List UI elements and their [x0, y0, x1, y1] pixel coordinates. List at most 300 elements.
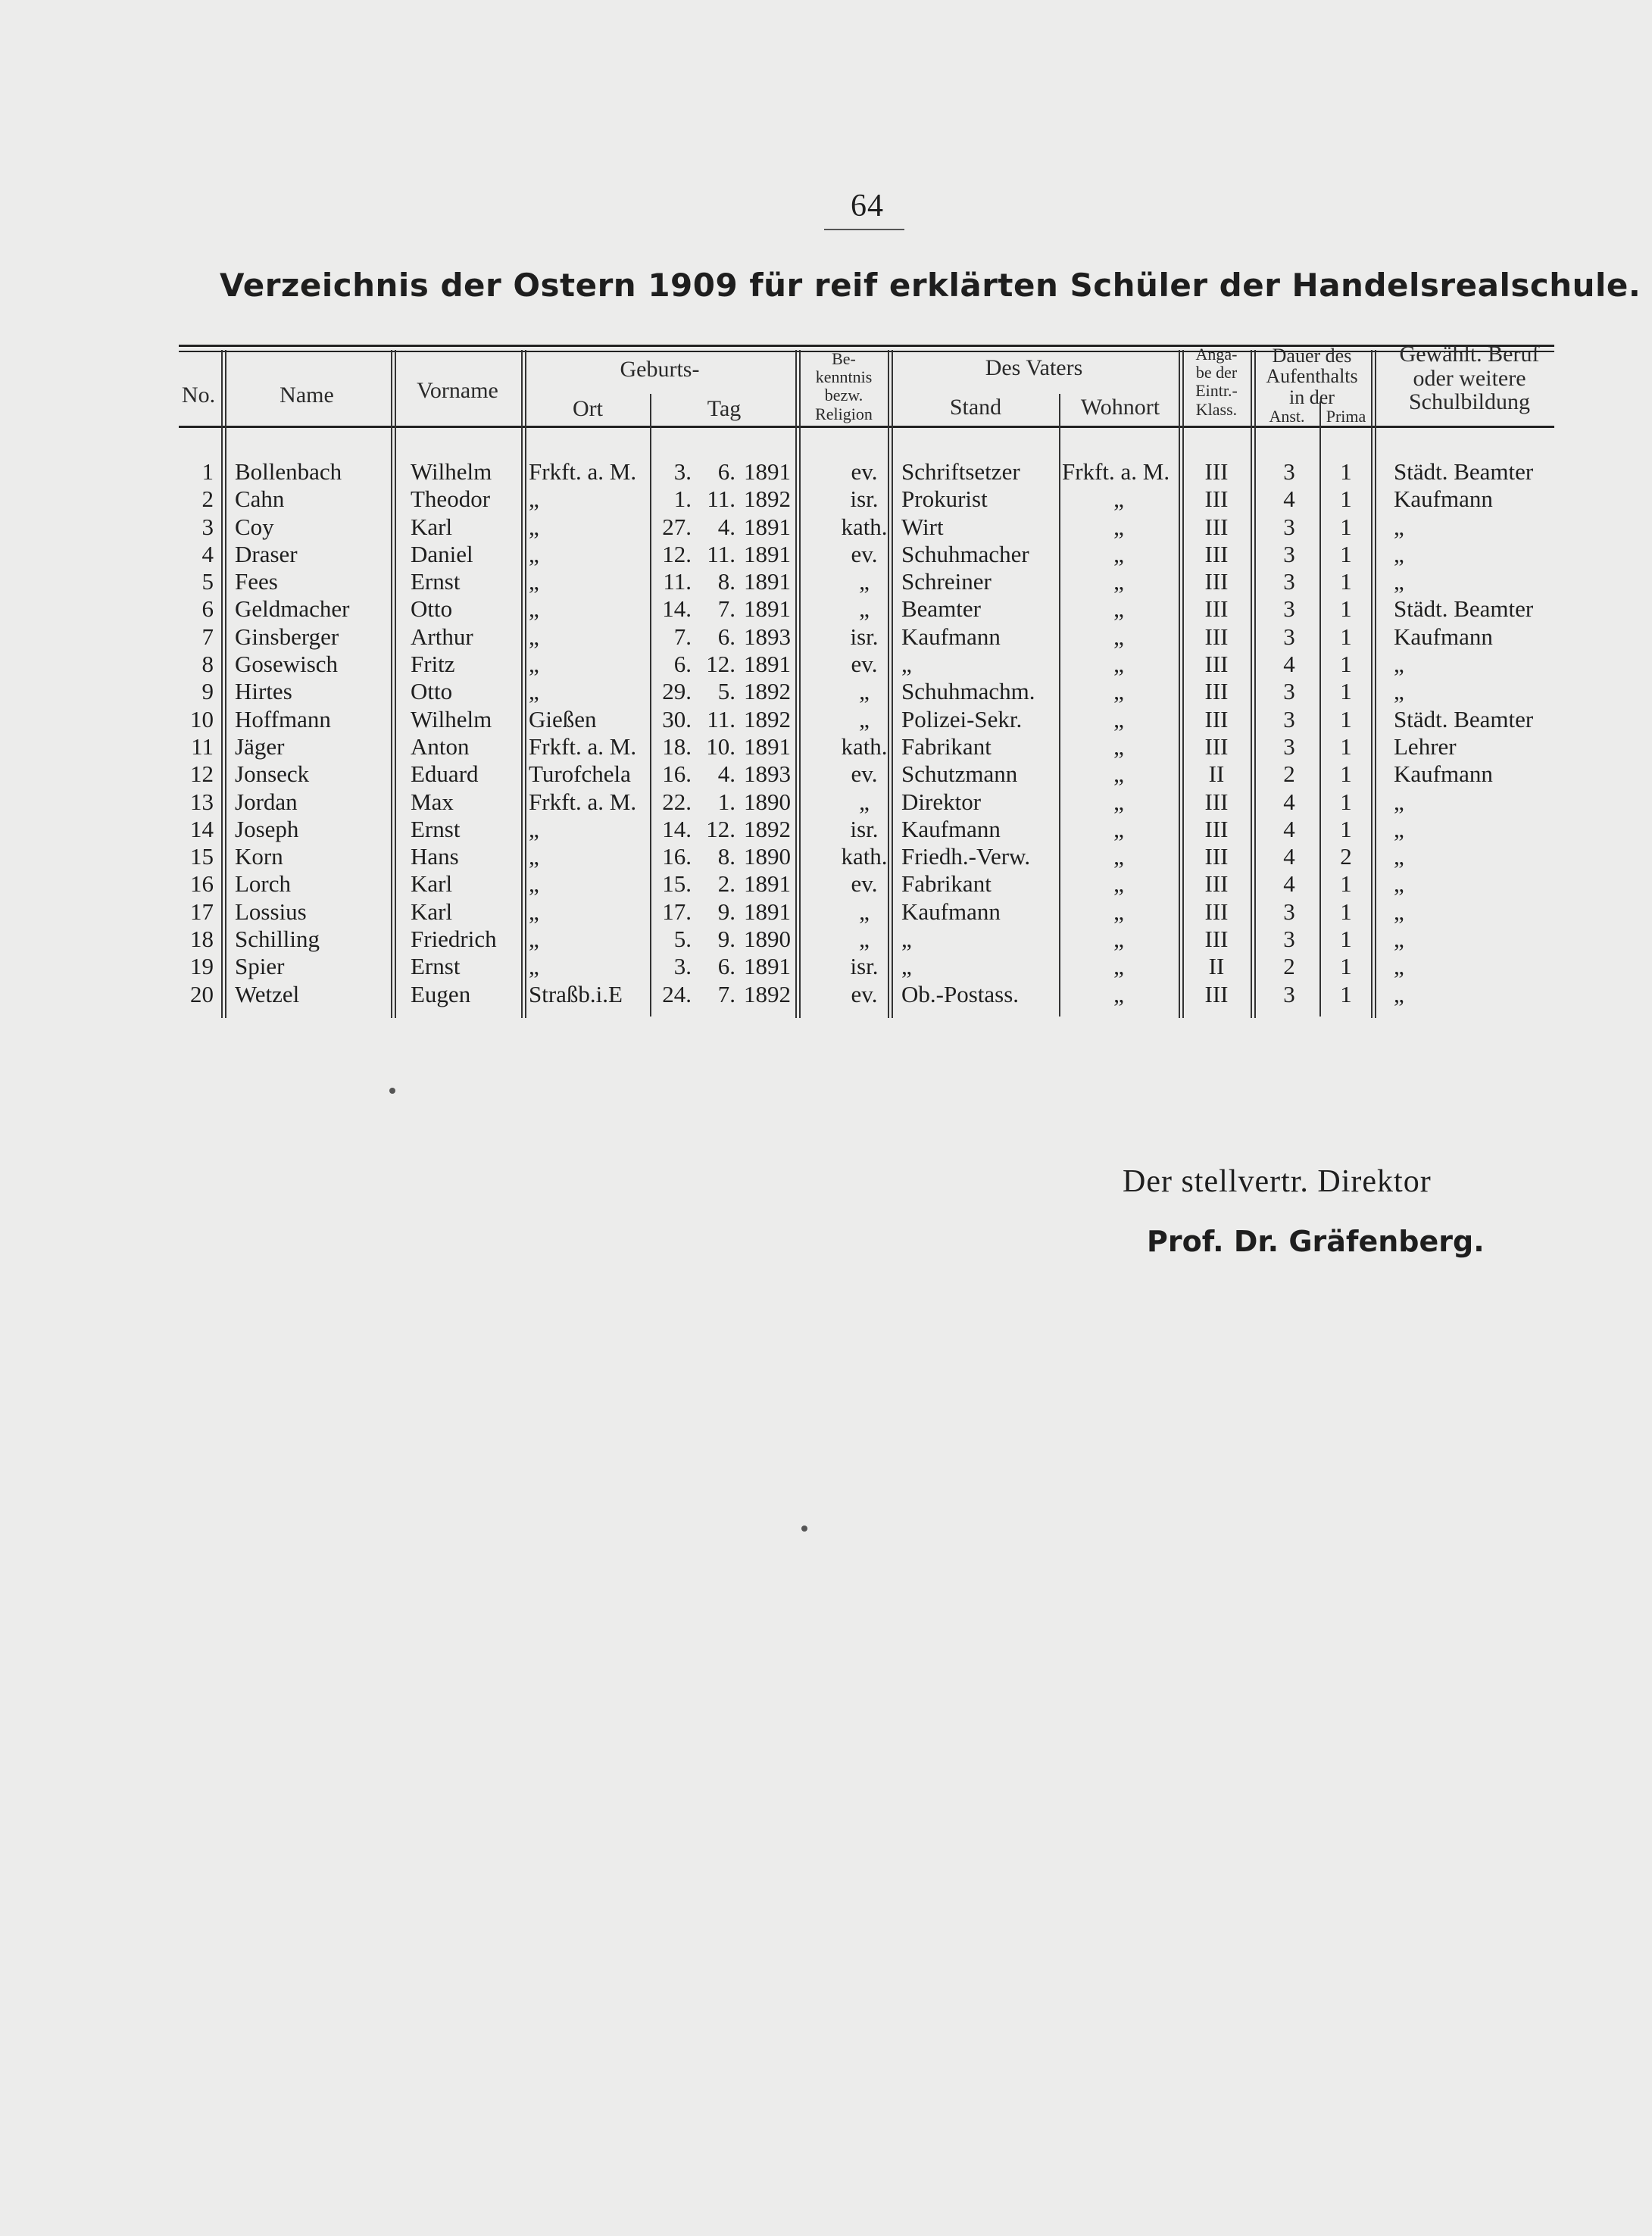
cell-name: Jordan: [235, 788, 298, 815]
table-row: [0, 981, 1652, 1008]
cell-ort: „: [529, 870, 539, 898]
table-row: [0, 760, 1652, 788]
table-row: [0, 541, 1652, 568]
cell-anst: 3: [1283, 513, 1295, 540]
cell-name: Korn: [235, 843, 283, 870]
cell-month: 6.: [717, 953, 735, 980]
cell-year: 1893: [744, 760, 791, 788]
cell-klasse: III: [1204, 458, 1229, 485]
cell-name: Draser: [235, 540, 298, 567]
cell-month: 1.: [717, 788, 735, 815]
cell-religion: „: [859, 568, 870, 595]
cell-wohnort: „: [1113, 568, 1124, 595]
table-row: [0, 706, 1652, 733]
cell-religion: „: [859, 595, 870, 623]
cell-klasse: III: [1204, 486, 1229, 513]
cell-stand: Beamter: [901, 595, 982, 623]
cell-name: Lorch: [235, 870, 292, 898]
header-dauer-line1: Dauer des: [1272, 345, 1352, 367]
cell-anst: 2: [1283, 760, 1295, 788]
cell-ort: Frkft. a. M.: [529, 458, 637, 485]
table-header-rule: [179, 426, 1554, 428]
cell-vorname: Max: [411, 788, 454, 815]
cell-stand: „: [901, 651, 912, 678]
cell-ort: „: [529, 568, 539, 595]
cell-year: 1891: [744, 568, 791, 595]
header-beruf-line3: Schulbildung: [1408, 389, 1530, 414]
cell-day: 17.: [662, 898, 692, 925]
cell-beruf: „: [1394, 678, 1404, 705]
cell-prima: 1: [1340, 623, 1352, 650]
cell-prima: 1: [1340, 870, 1352, 898]
cell-stand: Fabrikant: [901, 870, 992, 898]
cell-stand: Kaufmann: [901, 623, 1001, 650]
cell-ort: „: [529, 623, 539, 650]
cell-anst: 3: [1283, 540, 1295, 567]
cell-wohnort: „: [1113, 898, 1124, 925]
cell-prima: 1: [1340, 898, 1352, 925]
cell-ort: „: [529, 926, 539, 953]
table-row: [0, 623, 1652, 651]
cell-day: 3.: [673, 458, 692, 485]
table-row: [0, 678, 1652, 705]
cell-beruf: „: [1394, 926, 1404, 953]
cell-no: 7: [201, 623, 214, 650]
cell-month: 4.: [717, 760, 735, 788]
cell-no: 12: [190, 760, 214, 788]
cell-month: 2.: [717, 870, 735, 898]
cell-klasse: III: [1204, 651, 1229, 678]
header-vorname: Vorname: [417, 378, 498, 403]
cell-anst: 2: [1283, 953, 1295, 980]
cell-prima: 1: [1340, 595, 1352, 623]
cell-no: 9: [201, 678, 214, 705]
cell-religion: „: [859, 926, 870, 953]
cell-month: 12.: [706, 651, 735, 678]
cell-prima: 1: [1340, 815, 1352, 842]
cell-day: 14.: [662, 815, 692, 842]
table-row: [0, 458, 1652, 486]
cell-prima: 1: [1340, 953, 1352, 980]
cell-anst: 3: [1283, 568, 1295, 595]
cell-religion: ev.: [851, 760, 878, 788]
cell-klasse: III: [1204, 568, 1229, 595]
cell-vorname: Hans: [411, 843, 459, 870]
cell-beruf: Kaufmann: [1394, 760, 1493, 788]
cell-klasse: III: [1204, 623, 1229, 650]
cell-no: 20: [190, 980, 214, 1007]
cell-klasse: III: [1204, 788, 1229, 815]
cell-religion: ev.: [851, 540, 878, 567]
cell-wohnort: „: [1113, 678, 1124, 705]
cell-name: Cahn: [235, 486, 285, 513]
table-row: [0, 898, 1652, 926]
header-angabe-line2: be der: [1195, 363, 1238, 383]
cell-name: Joseph: [235, 815, 299, 842]
cell-anst: 3: [1283, 732, 1295, 760]
cell-ort: „: [529, 486, 539, 513]
cell-day: 18.: [662, 732, 692, 760]
header-beruf-line2: oder weitere: [1413, 365, 1526, 391]
cell-month: 7.: [717, 980, 735, 1007]
cell-month: 11.: [707, 486, 735, 513]
cell-vorname: Ernst: [411, 953, 461, 980]
table-row: [0, 651, 1652, 678]
cell-year: 1892: [744, 705, 791, 732]
cell-stand: Schuhmacher: [901, 540, 1029, 567]
cell-no: 3: [201, 513, 214, 540]
cell-prima: 1: [1340, 705, 1352, 732]
cell-anst: 3: [1283, 678, 1295, 705]
cell-stand: Prokurist: [901, 486, 988, 513]
cell-klasse: III: [1204, 870, 1229, 898]
cell-ort: „: [529, 843, 539, 870]
cell-name: Hoffmann: [235, 705, 331, 732]
cell-wohnort: „: [1113, 486, 1124, 513]
cell-anst: 4: [1283, 815, 1295, 842]
cell-day: 16.: [662, 843, 692, 870]
cell-stand: Fabrikant: [901, 732, 992, 760]
header-ort: Ort: [573, 396, 603, 421]
cell-wohnort: „: [1113, 595, 1124, 623]
cell-prima: 1: [1340, 458, 1352, 485]
cell-ort: „: [529, 678, 539, 705]
cell-vorname: Theodor: [411, 486, 491, 513]
cell-no: 2: [201, 486, 214, 513]
cell-klasse: III: [1204, 815, 1229, 842]
cell-name: Spier: [235, 953, 285, 980]
cell-ort: Frkft. a. M.: [529, 732, 637, 760]
cell-wohnort: Frkft. a. M.: [1062, 458, 1170, 485]
cell-beruf: „: [1394, 540, 1404, 567]
cell-prima: 1: [1340, 486, 1352, 513]
cell-day: 16.: [662, 760, 692, 788]
cell-no: 4: [201, 540, 214, 567]
cell-vorname: Fritz: [411, 651, 455, 678]
cell-stand: Kaufmann: [901, 898, 1001, 925]
cell-religion: kath.: [841, 513, 888, 540]
cell-month: 6.: [717, 458, 735, 485]
cell-year: 1891: [744, 953, 791, 980]
cell-wohnort: „: [1113, 732, 1124, 760]
cell-name: Coy: [235, 513, 274, 540]
header-name: Name: [279, 383, 334, 408]
cell-religion: „: [859, 898, 870, 925]
cell-no: 19: [190, 953, 214, 980]
cell-day: 29.: [662, 678, 692, 705]
cell-no: 1: [201, 458, 214, 485]
cell-vorname: Otto: [411, 678, 453, 705]
cell-anst: 4: [1283, 486, 1295, 513]
cell-year: 1892: [744, 678, 791, 705]
page-number: 64: [851, 189, 884, 223]
cell-klasse: III: [1204, 513, 1229, 540]
header-des-vaters: Des Vaters: [985, 355, 1083, 380]
cell-month: 11.: [707, 705, 735, 732]
cell-name: Ginsberger: [235, 623, 339, 650]
cell-vorname: Eugen: [411, 980, 471, 1007]
cell-month: 9.: [717, 926, 735, 953]
cell-vorname: Otto: [411, 595, 453, 623]
header-geburts: Geburts-: [620, 357, 700, 382]
cell-ort: „: [529, 595, 539, 623]
cell-anst: 4: [1283, 651, 1295, 678]
cell-stand: Schuhmachm.: [901, 678, 1035, 705]
cell-no: 5: [201, 568, 214, 595]
cell-day: 15.: [662, 870, 692, 898]
cell-wohnort: „: [1113, 953, 1124, 980]
cell-anst: 3: [1283, 623, 1295, 650]
cell-year: 1892: [744, 980, 791, 1007]
cell-vorname: Karl: [411, 870, 453, 898]
cell-day: 3.: [673, 953, 692, 980]
cell-stand: Polizei-Sekr.: [901, 705, 1023, 732]
cell-month: 5.: [717, 678, 735, 705]
cell-month: 4.: [717, 513, 735, 540]
cell-ort: „: [529, 898, 539, 925]
cell-anst: 3: [1283, 980, 1295, 1007]
cell-stand: Ob.-Postass.: [901, 980, 1020, 1007]
header-bekenntnis: [801, 350, 886, 423]
cell-ort: Gießen: [529, 705, 597, 732]
cell-no: 16: [190, 870, 214, 898]
header-angabe-line1: Anga-: [1195, 345, 1238, 364]
cell-anst: 4: [1283, 843, 1295, 870]
cell-religion: ev.: [851, 870, 878, 898]
cell-beruf: „: [1394, 843, 1404, 870]
cell-name: Gosewisch: [235, 651, 339, 678]
cell-prima: 1: [1340, 788, 1352, 815]
cell-year: 1891: [744, 870, 791, 898]
cell-day: 5.: [673, 926, 692, 953]
cell-wohnort: „: [1113, 760, 1124, 788]
cell-religion: isr.: [850, 623, 879, 650]
cell-month: 8.: [717, 568, 735, 595]
cell-anst: 3: [1283, 705, 1295, 732]
document-title: Verzeichnis der Ostern 1909 für reif erklärten Schüler der Handelsrealschule.: [220, 267, 1641, 304]
cell-year: 1893: [744, 623, 791, 650]
cell-no: 14: [190, 815, 214, 842]
cell-vorname: Karl: [411, 513, 453, 540]
cell-stand: Friedh.-Verw.: [901, 843, 1031, 870]
cell-prima: 1: [1340, 540, 1352, 567]
cell-beruf: „: [1394, 788, 1404, 815]
cell-wohnort: „: [1113, 705, 1124, 732]
signature-name: Prof. Dr. Gräfenberg.: [1147, 1225, 1485, 1258]
cell-year: 1891: [744, 732, 791, 760]
cell-wohnort: „: [1113, 815, 1124, 842]
student-table-body: [0, 458, 1652, 1008]
header-angabe: [1183, 345, 1250, 419]
cell-religion: „: [859, 788, 870, 815]
cell-month: 8.: [717, 843, 735, 870]
cell-year: 1891: [744, 540, 791, 567]
page-number-rule: [824, 229, 904, 230]
cell-no: 18: [190, 926, 214, 953]
cell-prima: 1: [1340, 651, 1352, 678]
cell-klasse: III: [1204, 705, 1229, 732]
header-dauer: [1254, 345, 1369, 408]
cell-name: Jonseck: [235, 760, 310, 788]
cell-year: 1891: [744, 651, 791, 678]
cell-ort: „: [529, 815, 539, 842]
cell-anst: 3: [1283, 898, 1295, 925]
cell-stand: Schutzmann: [901, 760, 1018, 788]
cell-religion: kath.: [841, 843, 888, 870]
cell-beruf: „: [1394, 870, 1404, 898]
table-row: [0, 595, 1652, 623]
cell-beruf: Kaufmann: [1394, 623, 1493, 650]
cell-year: 1890: [744, 843, 791, 870]
cell-prima: 1: [1340, 980, 1352, 1007]
cell-ort: Frkft. a. M.: [529, 788, 637, 815]
cell-no: 11: [191, 732, 214, 760]
cell-klasse: III: [1204, 898, 1229, 925]
cell-day: 30.: [662, 705, 692, 732]
cell-vorname: Wilhelm: [411, 705, 492, 732]
cell-religion: isr.: [850, 953, 879, 980]
cell-wohnort: „: [1113, 623, 1124, 650]
cell-anst: 4: [1283, 870, 1295, 898]
cell-beruf: Städt. Beamter: [1394, 705, 1534, 732]
cell-prima: 1: [1340, 926, 1352, 953]
cell-vorname: Karl: [411, 898, 453, 925]
cell-klasse: III: [1204, 980, 1229, 1007]
cell-year: 1892: [744, 815, 791, 842]
header-anst: Anst.: [1269, 407, 1305, 426]
cell-name: Wetzel: [235, 980, 300, 1007]
table-row: [0, 870, 1652, 898]
cell-beruf: „: [1394, 953, 1404, 980]
cell-prima: 2: [1340, 843, 1352, 870]
cell-vorname: Arthur: [411, 623, 473, 650]
table-row: [0, 926, 1652, 953]
cell-wohnort: „: [1113, 980, 1124, 1007]
cell-prima: 1: [1340, 732, 1352, 760]
cell-klasse: II: [1208, 953, 1225, 980]
cell-prima: 1: [1340, 513, 1352, 540]
cell-day: 24.: [662, 980, 692, 1007]
cell-year: 1891: [744, 458, 791, 485]
cell-prima: 1: [1340, 678, 1352, 705]
table-row: [0, 816, 1652, 843]
cell-anst: 3: [1283, 595, 1295, 623]
header-dauer-line3: in der: [1289, 386, 1335, 408]
cell-year: 1890: [744, 788, 791, 815]
cell-vorname: Eduard: [411, 760, 479, 788]
cell-klasse: III: [1204, 540, 1229, 567]
cell-beruf: „: [1394, 651, 1404, 678]
cell-religion: kath.: [841, 732, 888, 760]
cell-name: Bollenbach: [235, 458, 342, 485]
cell-month: 7.: [717, 595, 735, 623]
cell-month: 11.: [707, 540, 735, 567]
cell-beruf: „: [1394, 568, 1404, 595]
cell-day: 6.: [673, 651, 692, 678]
cell-klasse: III: [1204, 732, 1229, 760]
header-angabe-line4: Klass.: [1195, 399, 1238, 419]
cell-wohnort: „: [1113, 513, 1124, 540]
header-stand: Stand: [949, 395, 1002, 420]
cell-religion: isr.: [850, 815, 879, 842]
cell-anst: 3: [1283, 926, 1295, 953]
cell-religion: isr.: [850, 486, 879, 513]
cell-day: 11.: [663, 568, 692, 595]
cell-anst: 4: [1283, 788, 1295, 815]
header-no: No.: [181, 383, 216, 408]
cell-ort: „: [529, 513, 539, 540]
cell-year: 1891: [744, 513, 791, 540]
cell-no: 6: [201, 595, 214, 623]
cell-day: 1.: [673, 486, 692, 513]
cell-wohnort: „: [1113, 843, 1124, 870]
cell-year: 1891: [744, 898, 791, 925]
cell-wohnort: „: [1113, 651, 1124, 678]
table-row: [0, 486, 1652, 513]
cell-beruf: Städt. Beamter: [1394, 458, 1534, 485]
header-prima: Prima: [1326, 407, 1366, 426]
cell-day: 14.: [662, 595, 692, 623]
cell-klasse: III: [1204, 678, 1229, 705]
stray-mark: [389, 1088, 395, 1094]
cell-prima: 1: [1340, 760, 1352, 788]
cell-name: Lossius: [235, 898, 307, 925]
header-beruf: [1379, 342, 1560, 414]
table-row: [0, 789, 1652, 816]
cell-beruf: „: [1394, 898, 1404, 925]
header-wohnort: Wohnort: [1080, 395, 1160, 420]
cell-wohnort: „: [1113, 926, 1124, 953]
table-row: [0, 953, 1652, 980]
cell-name: Jäger: [235, 732, 285, 760]
cell-no: 15: [190, 843, 214, 870]
header-bekenntnis-line4: Religion: [815, 404, 873, 423]
header-bekenntnis-line1: Be-: [832, 349, 856, 368]
cell-stand: Schreiner: [901, 568, 992, 595]
cell-no: 17: [190, 898, 214, 925]
cell-beruf: „: [1394, 980, 1404, 1007]
table-row: [0, 568, 1652, 595]
cell-day: 27.: [662, 513, 692, 540]
cell-religion: ev.: [851, 651, 878, 678]
cell-vorname: Anton: [411, 732, 470, 760]
header-tag: Tag: [707, 396, 742, 421]
cell-no: 10: [190, 705, 214, 732]
header-bekenntnis-line2: kenntnis: [815, 367, 873, 387]
cell-stand: „: [901, 953, 912, 980]
cell-beruf: Lehrer: [1394, 732, 1457, 760]
cell-year: 1890: [744, 926, 791, 953]
cell-year: 1892: [744, 486, 791, 513]
cell-day: 12.: [662, 540, 692, 567]
cell-religion: ev.: [851, 980, 878, 1007]
header-bekenntnis-line3: bezw.: [824, 386, 863, 405]
cell-ort: Straßb.i.E: [529, 980, 623, 1007]
cell-vorname: Daniel: [411, 540, 473, 567]
cell-beruf: „: [1394, 513, 1404, 540]
cell-klasse: III: [1204, 926, 1229, 953]
cell-name: Hirtes: [235, 678, 292, 705]
cell-name: Schilling: [235, 926, 320, 953]
cell-stand: Kaufmann: [901, 815, 1001, 842]
cell-ort: „: [529, 651, 539, 678]
cell-stand: Wirt: [901, 513, 944, 540]
cell-klasse: III: [1204, 843, 1229, 870]
cell-name: Fees: [235, 568, 278, 595]
stray-mark: [801, 1526, 807, 1532]
header-angabe-line3: Eintr.-: [1195, 381, 1238, 401]
cell-wohnort: „: [1113, 788, 1124, 815]
